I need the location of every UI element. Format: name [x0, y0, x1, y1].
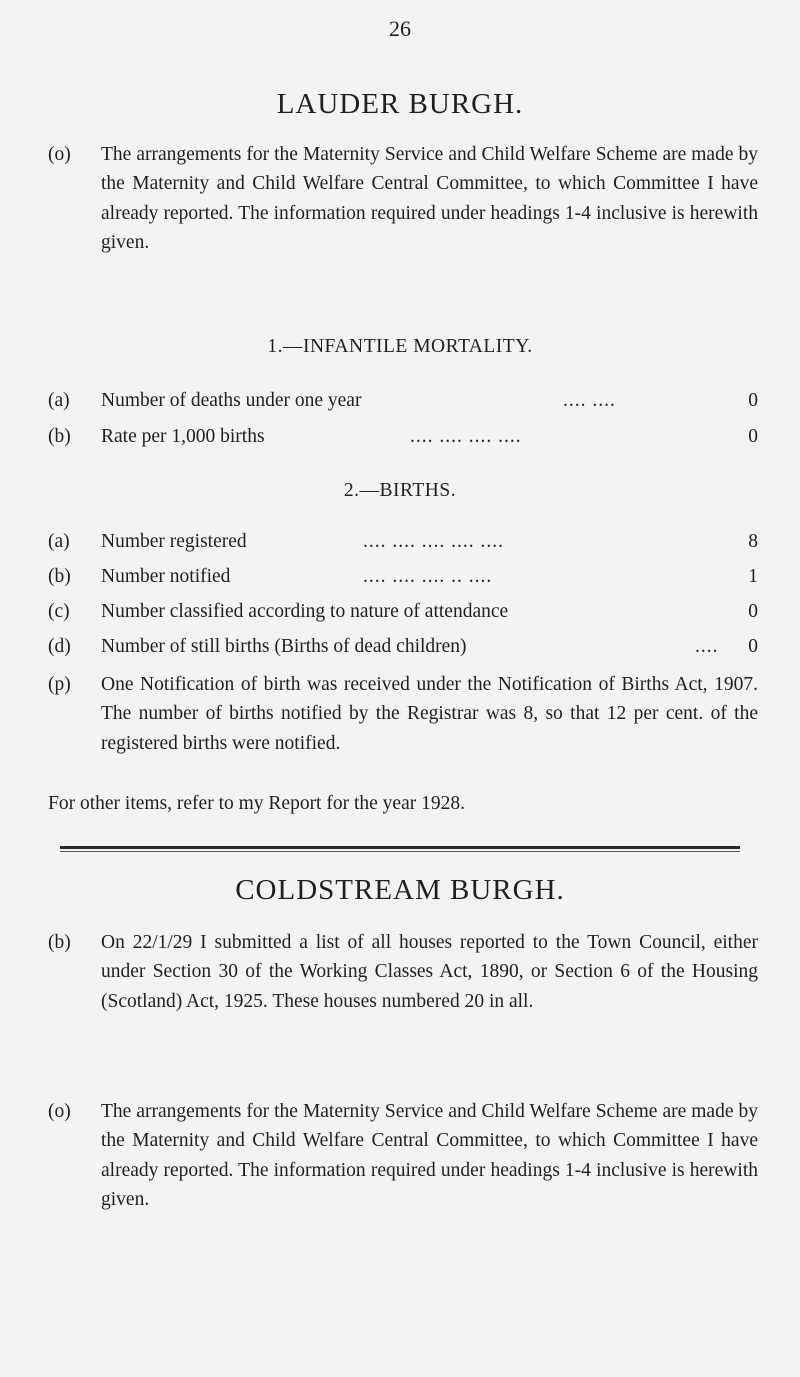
- infantile-mortality-title: 1.—INFANTILE MORTALITY.: [267, 336, 533, 357]
- notification-paragraph: [48, 670, 758, 758]
- lauder-intro-paragraph: [48, 140, 758, 258]
- row-value: 0: [748, 426, 758, 447]
- coldstream-burgh-heading: COLDSTREAM BURGH.: [235, 874, 565, 906]
- row-value: 0: [748, 636, 758, 657]
- page-number: 26: [389, 16, 411, 41]
- paragraph-text: On 22/1/29 I submitted a list of all houses reported to the Town Council, either under Section 30 of the Working Classes Act, 1890, or Section 6 of the Housing (Scotland) Act, 1925. These houses numbered 20 in all.: [101, 932, 758, 1012]
- infantile-row-b: [48, 426, 758, 456]
- row-value: 0: [748, 390, 758, 411]
- row-label: (b): [48, 426, 71, 447]
- row-label: (d): [48, 636, 71, 657]
- lauder-burgh-heading: LAUDER BURGH.: [276, 88, 524, 120]
- row-description: Number of still births (Births of dead children): [101, 636, 467, 657]
- leader-dots: ....: [695, 636, 719, 657]
- row-label: (a): [48, 531, 70, 552]
- row-description: Number of deaths under one year: [101, 390, 362, 411]
- row-value: 1: [748, 566, 758, 587]
- row-label: (b): [48, 566, 71, 587]
- births-row-a: [48, 531, 758, 561]
- leader-dots: .... .... .... .. ....: [363, 566, 493, 587]
- row-description: Number classified according to nature of attendance: [101, 601, 509, 622]
- births-row-b: [48, 566, 758, 596]
- paragraph-label: (o): [48, 1101, 71, 1122]
- paragraph-label: (p): [48, 674, 71, 695]
- row-value: 0: [748, 601, 758, 622]
- section-divider-thin: [60, 851, 740, 852]
- coldstream-intro-paragraph: [48, 1097, 758, 1215]
- row-label: (c): [48, 601, 70, 622]
- births-row-c: [48, 601, 758, 631]
- births-row-d: [48, 636, 758, 666]
- row-description: Number registered: [101, 531, 247, 552]
- row-description: Rate per 1,000 births: [101, 426, 265, 447]
- paragraph-label: (o): [48, 144, 71, 165]
- paragraph-text: The arrangements for the Maternity Service and Child Welfare Scheme are made by the Maternity and Child Welfare Central Committee, to which Committee I have already reported. The information required under headings 1-4 inclusive is herewith given.: [101, 144, 758, 254]
- infantile-row-a: [48, 390, 758, 420]
- row-label: (a): [48, 390, 70, 411]
- paragraph-text: The arrangements for the Maternity Service and Child Welfare Scheme are made by the Maternity and Child Welfare Central Committee, to which Committee I have already reported. The information required under headings 1-4 inclusive is herewith given.: [101, 1101, 758, 1211]
- paragraph-label: (b): [48, 932, 71, 953]
- closing-note: For other items, refer to my Report for the year 1928.: [48, 793, 465, 814]
- paragraph-text: One Notification of birth was received under the Notification of Births Act, 1907. The number of births notified by the Registrar was 8, so that 12 per cent. of the registered births were notified.: [101, 674, 758, 754]
- leader-dots: .... .... .... .... ....: [363, 531, 504, 552]
- leader-dots: .... ....: [563, 390, 616, 411]
- births-title: 2.—BIRTHS.: [343, 480, 457, 501]
- leader-dots: .... .... .... ....: [410, 426, 522, 447]
- coldstream-housing-paragraph: [48, 928, 758, 1016]
- row-description: Number notified: [101, 566, 231, 587]
- row-value: 8: [748, 531, 758, 552]
- section-divider: [60, 846, 740, 849]
